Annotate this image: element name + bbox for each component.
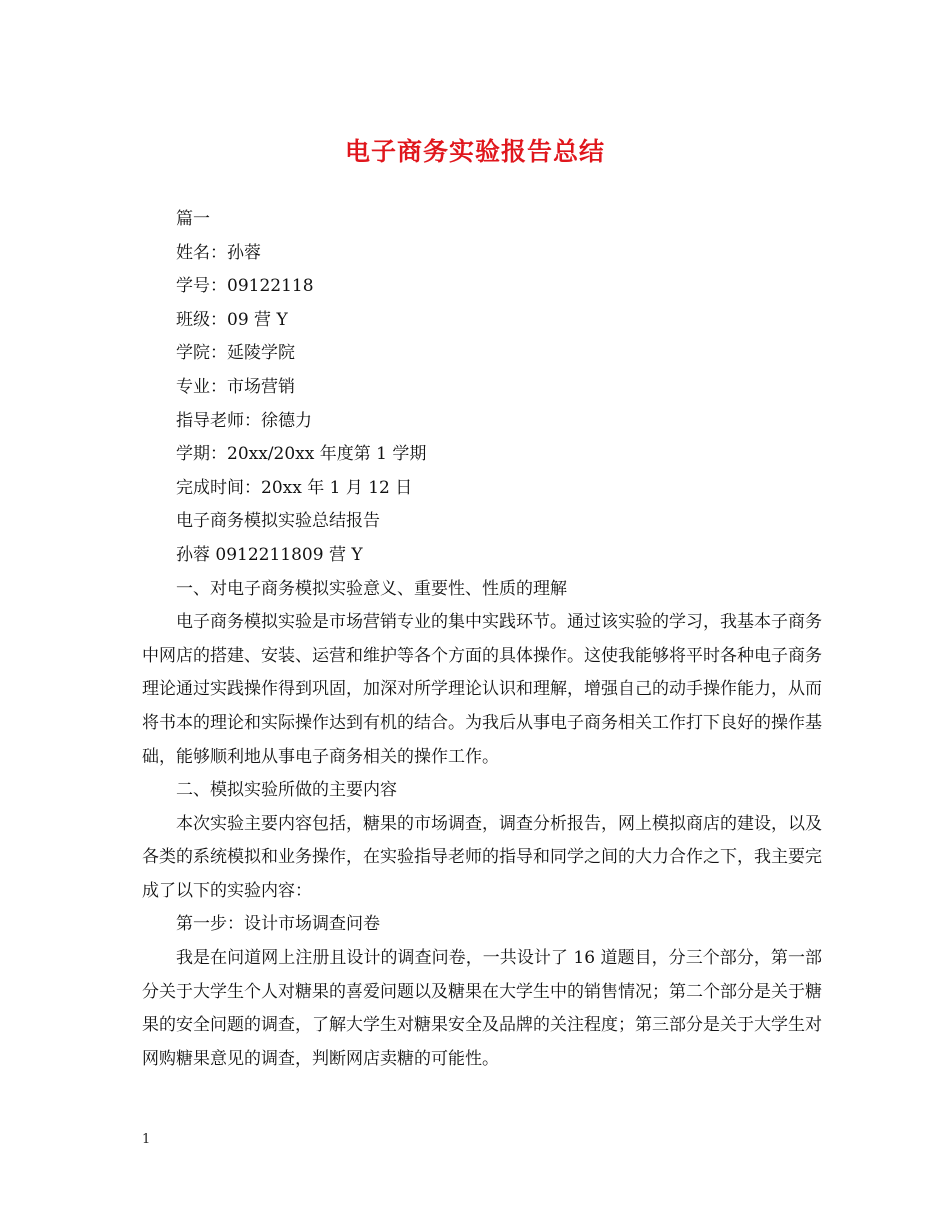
page-number: 1 [142, 1132, 151, 1147]
semester-line: 学期：20xx/20xx 年度第 1 学期 [176, 444, 427, 465]
paragraph-3: 我是在问道网上注册且设计的调查问卷，一共设计了 16 道题目，分三个部分，第一部分关于大学生个人对糖果的喜爱问题以及糖果在大学生中的销售情况；第二个部分是关于糖果的安全问题的调查，了解大学生对糖果安全及品牌的关注程度；第三部分是关于大学生对网购糖果意见的调查，判断网店卖糖的可能性。 [142, 948, 822, 1069]
completion-date-line: 完成时间：20xx 年 1 月 12 日 [176, 477, 413, 498]
report-subtitle: 电子商务模拟实验总结报告 [176, 511, 380, 532]
section-heading-1: 一、对电子商务模拟实验意义、重要性、性质的理解 [176, 578, 567, 599]
section-label: 篇一 [176, 209, 210, 229]
paragraph-2: 本次实验主要内容包括，糖果的市场调查，调查分析报告，网上模拟商店的建设，以及各类的系统模拟和业务操作，在实验指导老师的指导和同学之间的大力合作之下，我主要完成了以下的实验内容： [142, 813, 822, 901]
class-line: 班级：09 营 Y [176, 309, 288, 330]
student-id-line: 学号：09122118 [176, 276, 314, 297]
paragraph-1: 电子商务模拟实验是市场营销专业的集中实践环节。通过该实验的学习，我基本子商务中网店的搭建、安装、运营和维护等各个方面的具体操作。这使我能够将平时各种电子商务理论通过实践操作得到巩固，加深对所学理论认识和理解，增强自己的动手操作能力，从而将书本的理论和实际操作达到有机的结合。为我后从事电子商务相关工作打下良好的操作基础，能够顺利地从事电子商务相关的操作工作。 [142, 612, 822, 767]
section-heading-2: 二、模拟实验所做的主要内容 [176, 780, 397, 801]
step-heading-1: 第一步：设计市场调查问卷 [176, 914, 380, 935]
author-line: 孙蓉 0912211809 营 Y [176, 544, 363, 565]
name-line: 姓名：孙蓉 [176, 242, 261, 263]
document-title: 电子商务实验报告总结 [344, 137, 605, 166]
document-body [142, 203, 822, 1076]
major-line: 专业：市场营销 [176, 376, 295, 397]
advisor-line: 指导老师：徐德力 [176, 410, 312, 431]
college-line: 学院：延陵学院 [176, 343, 295, 364]
